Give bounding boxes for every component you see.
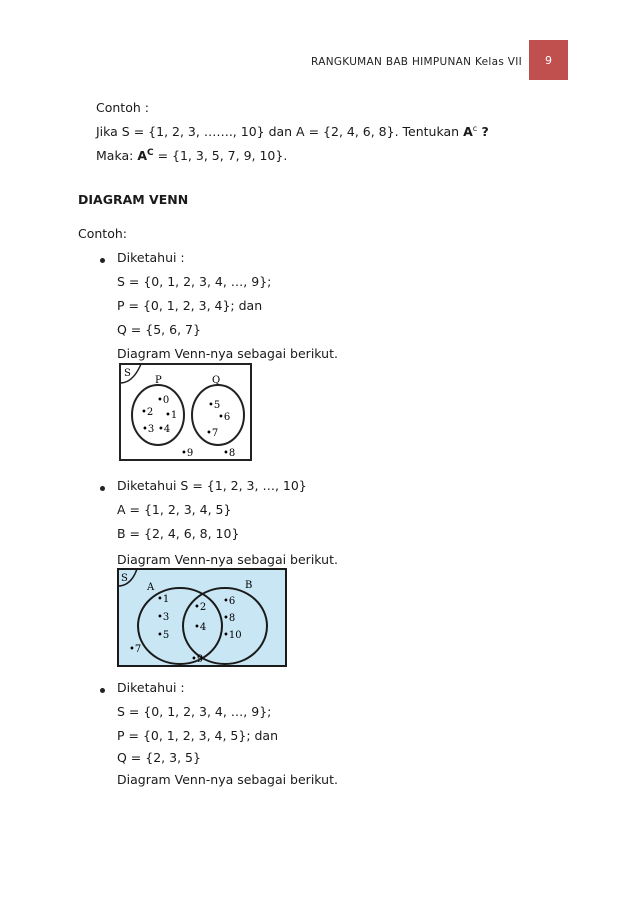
element: •5 <box>157 630 170 641</box>
example-label: Contoh : <box>96 100 149 115</box>
venn-diagram-2 <box>117 568 288 668</box>
universe-label: S <box>121 573 128 584</box>
item2-line4: Diagram Venn-nya sebagai berikut. <box>117 552 338 567</box>
element: •7 <box>206 428 219 439</box>
bullet-icon <box>100 688 105 693</box>
element: •1 <box>165 410 178 421</box>
element: •2 <box>194 602 207 613</box>
element: •8 <box>223 613 236 624</box>
element: •0 <box>157 395 170 406</box>
running-header: RANGKUMAN BAB HIMPUNAN Kelas VII <box>311 56 522 68</box>
item2-line3: B = {2, 4, 6, 8, 10} <box>117 526 240 541</box>
element: •9 <box>191 654 204 665</box>
element: •8 <box>223 448 236 459</box>
bullet-icon <box>100 258 105 263</box>
item3-line1: Diketahui : <box>117 680 185 695</box>
bullet-icon <box>100 486 105 491</box>
item1-line1: Diketahui : <box>117 250 185 265</box>
element: •1 <box>157 594 170 605</box>
item3-line5: Diagram Venn-nya sebagai berikut. <box>117 772 338 787</box>
set-b-label: B <box>245 580 253 591</box>
element: •3 <box>157 612 170 623</box>
element: •7 <box>129 644 142 655</box>
item2-line1: Diketahui S = {1, 2, 3, …, 10} <box>117 478 307 493</box>
item1-line4: Q = {5, 6, 7} <box>117 322 201 337</box>
element: •6 <box>218 412 231 423</box>
item1-line5: Diagram Venn-nya sebagai berikut. <box>117 346 338 361</box>
example-question: Jika S = {1, 2, 3, ……., 10} dan A = {2, 4, 6, 8}. Tentukan $A^c$ ? <box>96 124 489 140</box>
item2-line2: A = {1, 2, 3, 4, 5} <box>117 502 232 517</box>
item1-line2: S = {0, 1, 2, 3, 4, …, 9}; <box>117 274 272 289</box>
element: •4 <box>194 622 207 633</box>
contoh-label: Contoh: <box>78 226 127 241</box>
element: •6 <box>223 596 236 607</box>
universe-label: S <box>124 368 131 379</box>
set-q-label: Q <box>212 375 221 386</box>
element: •5 <box>208 400 221 411</box>
item1-line3: P = {0, 1, 2, 3, 4}; dan <box>117 298 263 313</box>
item3-line2: S = {0, 1, 2, 3, 4, …, 9}; <box>117 704 272 719</box>
set-p-label: P <box>155 375 162 386</box>
page-number-badge: 9 <box>529 40 568 80</box>
item3-line3: P = {0, 1, 2, 3, 4, 5}; dan <box>117 728 279 743</box>
section-heading: DIAGRAM VENN <box>78 192 189 207</box>
element: •10 <box>223 630 242 641</box>
element: •9 <box>181 448 194 459</box>
venn-diagram-1 <box>119 363 253 463</box>
element: •2 <box>141 407 154 418</box>
item3-line4: Q = {2, 3, 5} <box>117 750 201 765</box>
example-answer: Maka: $A^C = \{1$, 3, 5, 7, 9, 10}. <box>96 148 288 164</box>
element: •3 <box>142 424 155 435</box>
set-a-label: A <box>147 582 155 593</box>
element: •4 <box>158 424 171 435</box>
